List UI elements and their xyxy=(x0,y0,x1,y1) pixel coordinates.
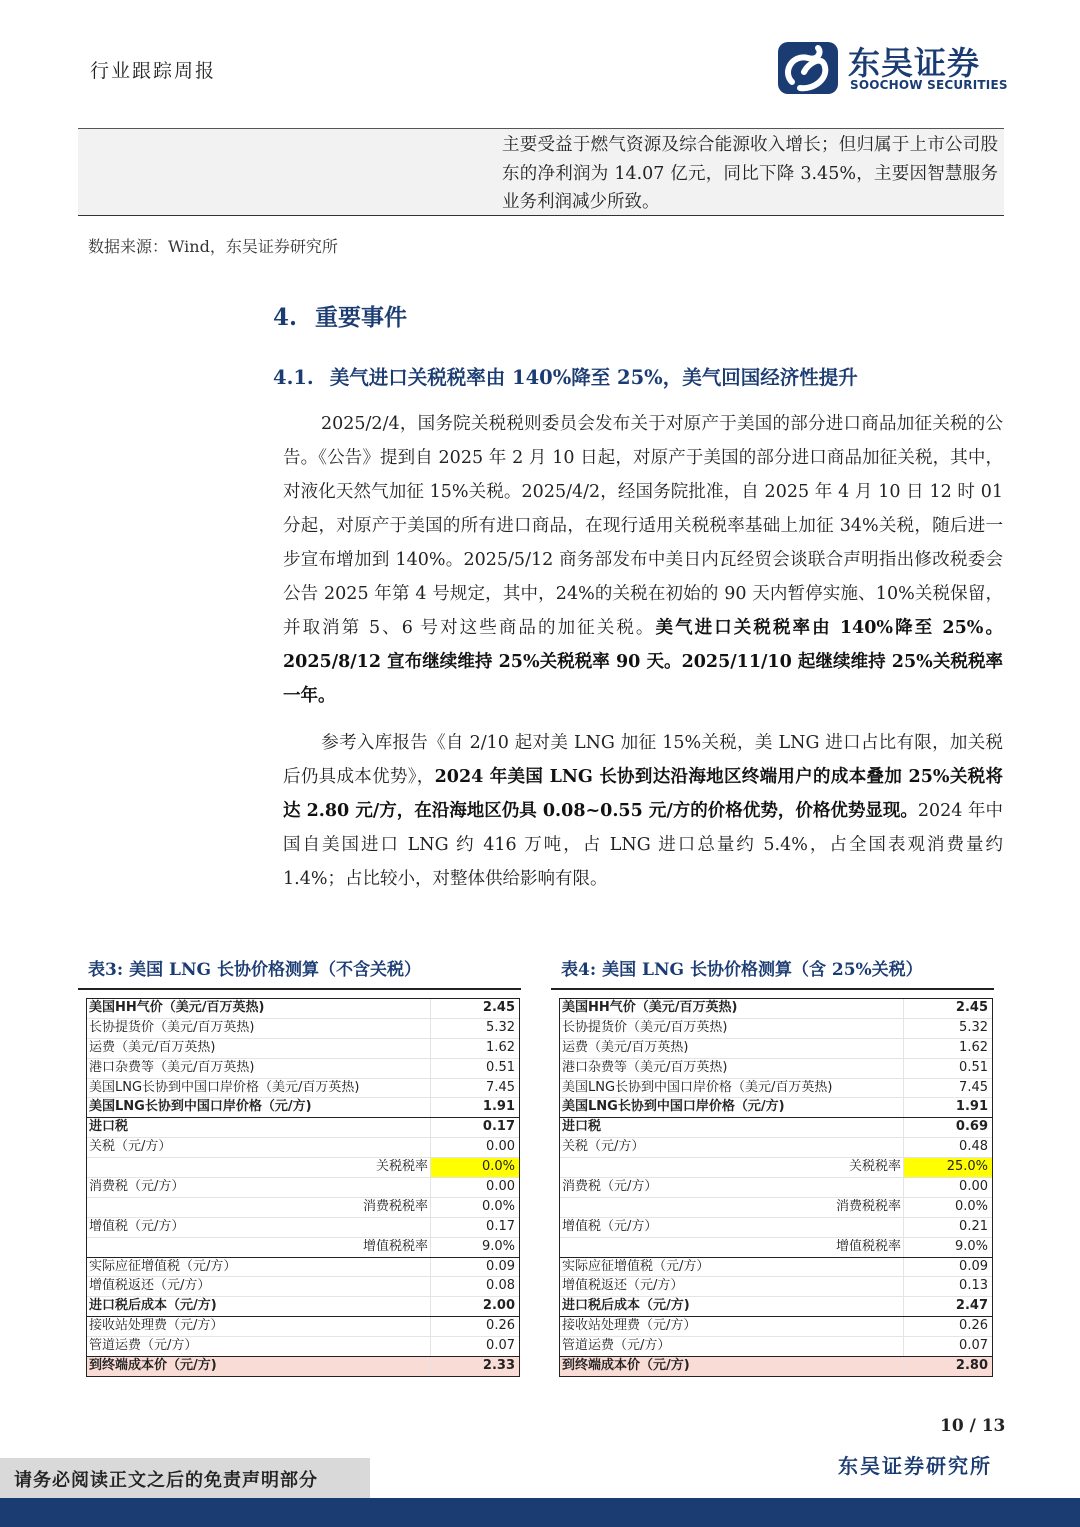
row-value: 5.32 xyxy=(486,1019,515,1035)
table-row xyxy=(560,1297,992,1317)
row-label: 美国LNG长协到中国口岸价格（元/方) xyxy=(87,1098,431,1117)
table-row xyxy=(560,1158,992,1178)
table-row xyxy=(87,1297,519,1317)
row-label: 增值税返还（元/方） xyxy=(560,1277,904,1296)
table-row xyxy=(87,1337,519,1357)
row-value: 1.91 xyxy=(482,1099,515,1115)
row-label: 增值税（元/方） xyxy=(560,1218,904,1237)
row-label: 消费税税率 xyxy=(87,1198,431,1217)
row-value: 25.0% xyxy=(904,1158,992,1177)
table-row xyxy=(560,1337,992,1357)
row-label: 美国LNG长协到中国口岸价格（美元/百万英热) xyxy=(87,1079,431,1098)
table3-top-rule xyxy=(78,988,521,990)
paragraph-text: 参考入库报告《自 2/10 起对美 LNG 加征 15%关税，美 LNG 进口占比有限，加关税后仍具成本优势》， xyxy=(283,733,1003,787)
row-value: 0.26 xyxy=(486,1318,515,1334)
soochow-logo-icon xyxy=(778,42,838,94)
table-row xyxy=(560,1218,992,1238)
row-value: 2.45 xyxy=(955,1000,988,1015)
disclaimer-box xyxy=(0,1458,370,1498)
row-value: 0.00 xyxy=(486,1139,515,1155)
table4-top-rule xyxy=(551,988,994,990)
prior-table-cell-text: 主要受益于燃气资源及综合能源收入增长；但归属于上市公司股东的净利润为 14.07 亿元，同比下降 3.45%，主要因智慧服务业务利润减少所致。 xyxy=(502,135,998,212)
row-label: 关税（元/方） xyxy=(560,1138,904,1157)
table-row xyxy=(560,1238,992,1258)
row-value: 0.07 xyxy=(959,1338,988,1354)
table-row xyxy=(560,1198,992,1218)
subsection-title: 美气进口关税税率由 140%降至 25%，美气回国经济性提升 xyxy=(329,366,858,389)
table-row xyxy=(87,1357,519,1376)
row-label: 关税（元/方） xyxy=(87,1138,431,1157)
row-value: 0.26 xyxy=(959,1318,988,1334)
table3-title: 美国 LNG 长协价格测算（不含关税） xyxy=(129,960,421,980)
table-row xyxy=(87,999,519,1019)
row-label: 消费税（元/方） xyxy=(560,1178,904,1197)
paragraph-text: 2025/2/4，国务院关税税则委员会发布关于对原产于美国的部分进口商品加征关税的公告。《公告》提到自 2025 年 2 月 10 日起，对原产于美国的部分进口商品加征关税，其中，对液化天然气加征 15%关税。2025/4/2，经国务院批准，自 2025 年 4 月 10 日 12 时 01 分起，对原产于美国的所有进口商品，在现行适用关税税率基础上加征 34%关税，随后进一步宣布增加到 140%。2025/5/12 商务部发布中美日内瓦经贸会谈联合声明指出修改税委会公告 2025 年第 4 号规定，其中，24%的关税在初始的 90 天内暂停实施、10%关税保留，并取消第 5、6 号对这些商品的加征关税。 xyxy=(283,414,1003,638)
table-row xyxy=(560,1039,992,1059)
table-row xyxy=(87,1258,519,1278)
row-value: 0.0% xyxy=(431,1158,519,1177)
table-row xyxy=(87,1218,519,1238)
row-label: 增值税税率 xyxy=(560,1238,904,1257)
row-value: 0.0% xyxy=(481,1198,515,1214)
table4-caption xyxy=(561,955,923,980)
table-row xyxy=(87,1138,519,1158)
page-number: 10 / 13 xyxy=(940,1416,1006,1436)
prior-table-tail xyxy=(78,129,1004,216)
table-row xyxy=(560,1118,992,1138)
table3-label: 表3: xyxy=(88,960,124,980)
table-row xyxy=(560,999,992,1019)
row-value: 2.47 xyxy=(955,1298,988,1314)
table-row xyxy=(560,1098,992,1118)
row-value: 1.62 xyxy=(959,1039,988,1055)
table-row xyxy=(560,1258,992,1278)
paragraph-tail-text: 2024 年中国自美国进口 LNG 约 416 万吨，占 LNG 进口总量约 5.4%，占全国表观消费量约 1.4%；占比较小，对整体供给影响有限。 xyxy=(283,801,1003,889)
row-value: 2.80 xyxy=(955,1358,988,1374)
row-label: 接收站处理费（元/方） xyxy=(87,1317,431,1336)
row-label: 美国LNG长协到中国口岸价格（美元/百万英热) xyxy=(560,1079,904,1098)
row-value: 0.69 xyxy=(955,1119,988,1135)
row-value: 0.51 xyxy=(959,1059,988,1075)
logo-name-cn: 东吴证券 xyxy=(848,44,981,82)
table-row xyxy=(87,1039,519,1059)
table-row xyxy=(87,1277,519,1297)
table-row xyxy=(560,1317,992,1337)
row-label: 港口杂费等（美元/百万英热) xyxy=(87,1059,431,1078)
row-label: 到终端成本价（元/方) xyxy=(560,1357,904,1376)
table-row xyxy=(87,1198,519,1218)
row-label: 增值税（元/方） xyxy=(87,1218,431,1237)
table-row xyxy=(560,1079,992,1099)
row-label: 实际应征增值税（元/方） xyxy=(560,1258,904,1277)
row-label: 到终端成本价（元/方) xyxy=(87,1357,431,1376)
table3-no-tariff xyxy=(86,998,520,1377)
row-value: 2.33 xyxy=(482,1358,515,1374)
row-label: 增值税税率 xyxy=(87,1238,431,1257)
row-label: 运费（美元/百万英热) xyxy=(560,1039,904,1058)
table-row xyxy=(560,1059,992,1079)
paragraph-bold-text: 2024 年美国 LNG 长协到达沿海地区终端用户的成本叠加 25%关税将达 2.80 元/方，在沿海地区仍具 0.08~0.55 元/方的价格优势，价格优势显现。 xyxy=(283,767,1003,821)
table-row xyxy=(560,1138,992,1158)
table-row xyxy=(560,1357,992,1376)
disclaimer-text: 请务必阅读正文之后的免责声明部分 xyxy=(14,1470,318,1491)
table3-caption xyxy=(88,955,421,980)
table-row xyxy=(87,1019,519,1039)
row-label: 实际应征增值税（元/方） xyxy=(87,1258,431,1277)
table-row xyxy=(560,1019,992,1039)
row-value: 2.45 xyxy=(482,1000,515,1015)
row-label: 管道运费（元/方） xyxy=(560,1337,904,1356)
row-value: 9.0% xyxy=(954,1238,988,1254)
row-label: 接收站处理费（元/方） xyxy=(560,1317,904,1336)
footer-bar xyxy=(0,1498,1080,1527)
table-row xyxy=(560,1178,992,1198)
report-type: 行业跟踪周报 xyxy=(90,60,217,82)
table-row xyxy=(87,1079,519,1099)
row-label: 消费税税率 xyxy=(560,1198,904,1217)
row-label: 关税税率 xyxy=(560,1158,904,1177)
table-row xyxy=(87,1118,519,1138)
row-value: 0.00 xyxy=(486,1179,515,1195)
source-note: 数据来源：Wind，东吴证券研究所 xyxy=(88,237,338,256)
row-value: 0.17 xyxy=(486,1218,515,1234)
row-label: 美国HH气价（美元/百万英热) xyxy=(87,999,431,1018)
subsection-number: 4.1. xyxy=(273,366,314,389)
row-value: 0.21 xyxy=(959,1218,988,1234)
row-label: 管道运费（元/方） xyxy=(87,1337,431,1356)
row-value: 0.13 xyxy=(959,1278,988,1294)
row-value: 9.0% xyxy=(481,1238,515,1254)
row-label: 消费税（元/方） xyxy=(87,1178,431,1197)
table-row xyxy=(560,1277,992,1297)
subsection-heading xyxy=(273,362,858,390)
row-value: 0.51 xyxy=(486,1059,515,1075)
row-label: 进口税 xyxy=(87,1118,431,1137)
table-row xyxy=(87,1317,519,1337)
row-value: 1.62 xyxy=(486,1039,515,1055)
row-label: 长协提货价（美元/百万英热) xyxy=(87,1019,431,1038)
row-label: 美国LNG长协到中国口岸价格（元/方) xyxy=(560,1098,904,1117)
company-logo xyxy=(778,40,1008,98)
row-label: 美国HH气价（美元/百万英热) xyxy=(560,999,904,1018)
section-title: 重要事件 xyxy=(315,304,408,331)
table-row xyxy=(87,1158,519,1178)
row-value: 0.48 xyxy=(959,1139,988,1155)
table-row xyxy=(87,1238,519,1258)
table-row xyxy=(87,1098,519,1118)
row-label: 增值税返还（元/方） xyxy=(87,1277,431,1296)
row-value: 0.00 xyxy=(959,1179,988,1195)
row-value: 0.09 xyxy=(486,1258,515,1274)
row-value: 1.91 xyxy=(955,1099,988,1115)
row-value: 5.32 xyxy=(959,1019,988,1035)
table4-title: 美国 LNG 长协价格测算（含 25%关税） xyxy=(602,960,923,980)
row-value: 0.08 xyxy=(486,1278,515,1294)
row-label: 进口税后成本（元/方) xyxy=(560,1297,904,1316)
row-label: 运费（美元/百万英热) xyxy=(87,1039,431,1058)
row-value: 7.45 xyxy=(486,1079,515,1095)
table4-label: 表4: xyxy=(561,960,597,980)
row-value: 0.17 xyxy=(482,1119,515,1135)
table-row xyxy=(87,1178,519,1198)
table4-with-tariff xyxy=(559,998,993,1377)
row-value: 0.07 xyxy=(486,1338,515,1354)
row-value: 0.0% xyxy=(954,1198,988,1214)
row-label: 港口杂费等（美元/百万英热) xyxy=(560,1059,904,1078)
row-value: 0.09 xyxy=(959,1258,988,1274)
row-label: 进口税 xyxy=(560,1118,904,1137)
logo-name-en: SOOCHOW SECURITIES xyxy=(850,78,1008,92)
section-heading xyxy=(273,299,407,332)
row-value: 7.45 xyxy=(959,1079,988,1095)
footer-org-name: 东吴证券研究所 xyxy=(838,1454,992,1478)
row-value: 2.00 xyxy=(482,1298,515,1314)
table-row xyxy=(87,1059,519,1079)
row-label: 长协提货价（美元/百万英热) xyxy=(560,1019,904,1038)
paragraph-tariff-history xyxy=(283,407,1003,713)
section-number: 4. xyxy=(273,304,298,331)
paragraph-bold-text: 美气进口关税税率由 140%降至 25%。 2025/8/12 宣布继续维持 25%关税税率 90 天。2025/11/10 起继续维持 25%关税税率一年。 xyxy=(283,618,1003,706)
row-label: 关税税率 xyxy=(87,1158,431,1177)
row-label: 进口税后成本（元/方) xyxy=(87,1297,431,1316)
paragraph-cost-analysis xyxy=(283,726,1003,896)
